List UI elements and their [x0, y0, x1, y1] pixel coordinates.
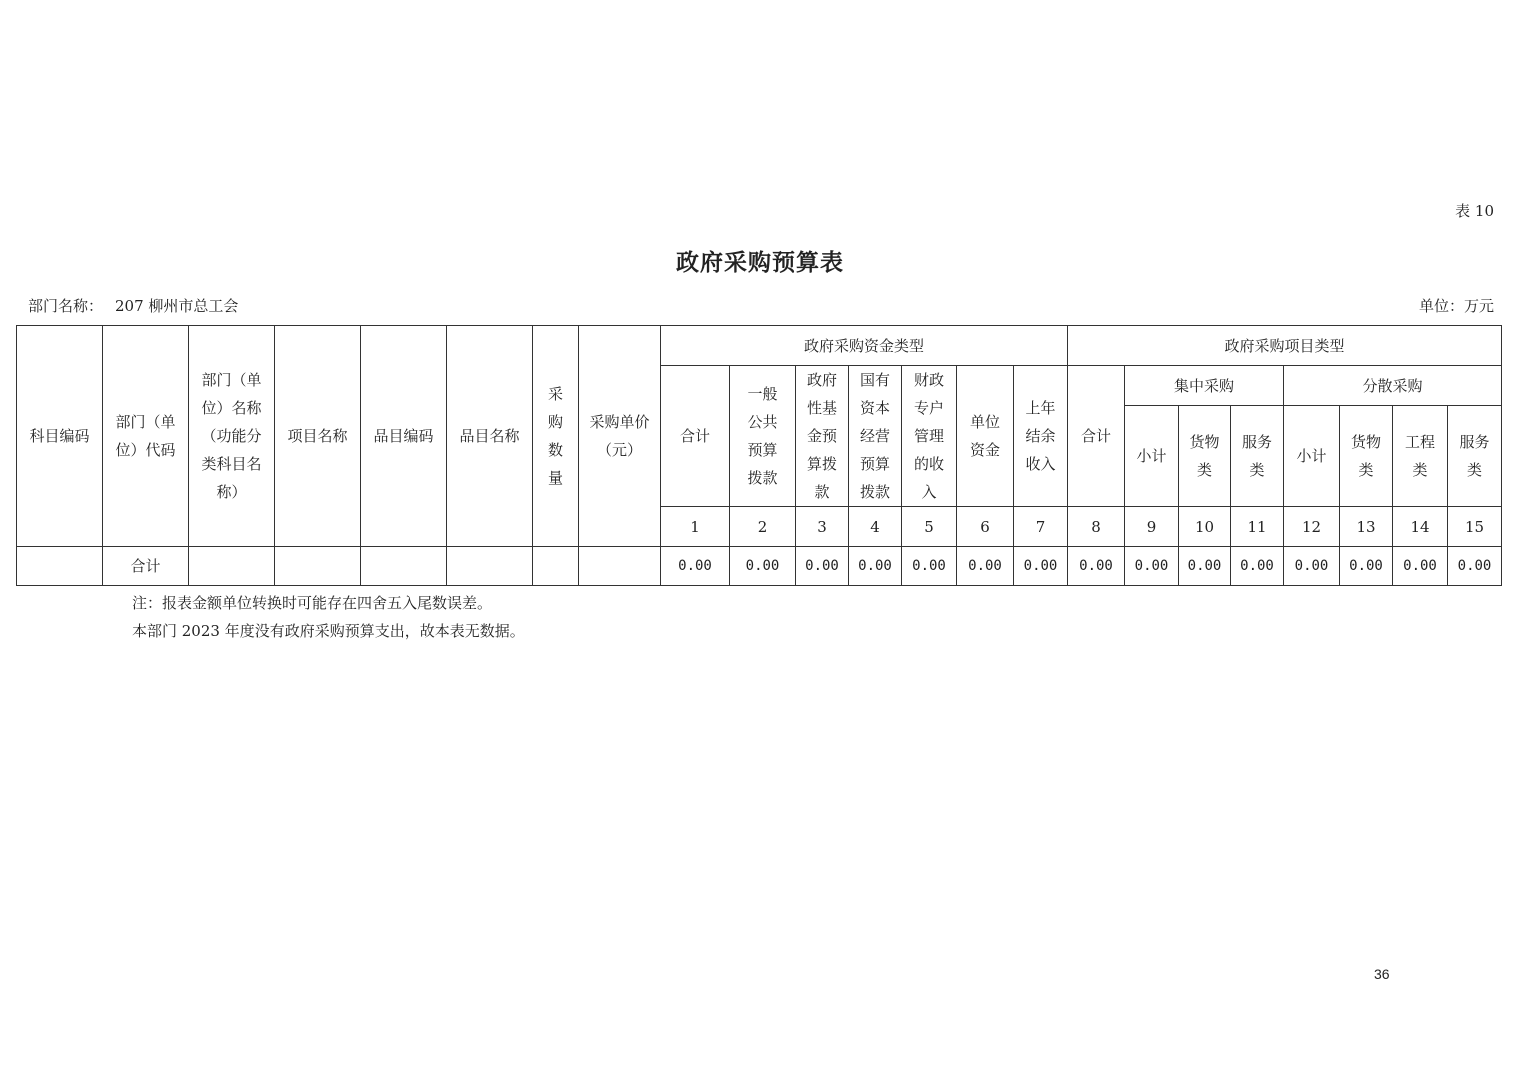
col-number: 5: [902, 507, 957, 547]
header-d-subtotal: 小计: [1284, 406, 1340, 507]
header-centralized: 集中采购: [1125, 366, 1284, 406]
cell-empty: [579, 547, 661, 586]
col-number: 3: [796, 507, 849, 547]
total-label: 合计: [103, 547, 189, 586]
page-title: 政府采购预算表: [676, 249, 844, 276]
header-special-account: 财政专户管理的收入: [902, 366, 957, 507]
total-value: 0.00: [1125, 547, 1179, 586]
total-value: 0.00: [902, 547, 957, 586]
header-dept-code: 部门（单位）代码: [103, 326, 189, 547]
header-subject-code: 科目编码: [17, 326, 103, 547]
header-unit-price: 采购单价（元）: [579, 326, 661, 547]
note-no-data: 本部门 2023 年度没有政府采购预算支出，故本表无数据。: [132, 622, 525, 640]
cell-empty: [17, 547, 103, 586]
header-fund-type-group: 政府采购资金类型: [661, 326, 1068, 366]
cell-empty: [275, 547, 361, 586]
department-value: 207 柳州市总工会: [115, 297, 239, 315]
total-value: 0.00: [1014, 547, 1068, 586]
header-c-goods: 货物类: [1179, 406, 1231, 507]
col-number: 15: [1448, 507, 1502, 547]
department-line: [28, 295, 238, 316]
cell-empty: [361, 547, 447, 586]
header-decentralized: 分散采购: [1284, 366, 1502, 406]
header-quantity: 采购数量: [533, 326, 579, 547]
header-project-type-group: 政府采购项目类型: [1068, 326, 1502, 366]
department-label: 部门名称：: [28, 297, 104, 315]
col-number: 1: [661, 507, 730, 547]
header-general-public: 一般公共预算拨款: [730, 366, 796, 507]
header-dept-name: 部门（单位）名称（功能分类科目名称）: [189, 326, 275, 547]
header-item-name: 品目名称: [447, 326, 533, 547]
cell-empty: [447, 547, 533, 586]
header-d-engineering: 工程类: [1393, 406, 1448, 507]
col-number: 2: [730, 507, 796, 547]
col-number: 6: [957, 507, 1014, 547]
total-value: 0.00: [796, 547, 849, 586]
col-number: 10: [1179, 507, 1231, 547]
total-value: 0.00: [849, 547, 902, 586]
total-value: 0.00: [1340, 547, 1393, 586]
header-d-goods: 货物类: [1340, 406, 1393, 507]
col-number: 14: [1393, 507, 1448, 547]
header-project-name: 项目名称: [275, 326, 361, 547]
header-gov-fund: 政府性基金预算拨款: [796, 366, 849, 507]
header-unit-funds: 单位资金: [957, 366, 1014, 507]
cell-empty: [533, 547, 579, 586]
header-project-total: 合计: [1068, 366, 1125, 507]
unit-label: 单位：万元: [1418, 297, 1494, 315]
table-row: [17, 547, 1520, 586]
header-prior-year: 上年结余收入: [1014, 366, 1068, 507]
total-value: 0.00: [1284, 547, 1340, 586]
page-number: 36: [1374, 966, 1390, 982]
total-value: 0.00: [1068, 547, 1125, 586]
procurement-budget-table: [16, 325, 1520, 586]
col-number: 13: [1340, 507, 1393, 547]
col-number: 9: [1125, 507, 1179, 547]
cell-empty: [189, 547, 275, 586]
header-c-subtotal: 小计: [1125, 406, 1179, 507]
header-fund-total: 合计: [661, 366, 730, 507]
total-value: 0.00: [1179, 547, 1231, 586]
header-c-services: 服务类: [1231, 406, 1284, 507]
col-number: 4: [849, 507, 902, 547]
col-number: 11: [1231, 507, 1284, 547]
col-number: 8: [1068, 507, 1125, 547]
col-number: 12: [1284, 507, 1340, 547]
note-rounding: 注：报表金额单位转换时可能存在四舍五入尾数误差。: [132, 594, 493, 612]
header-d-services: 服务类: [1448, 406, 1502, 507]
total-value: 0.00: [661, 547, 730, 586]
total-value: 0.00: [957, 547, 1014, 586]
table-number: 表 10: [1455, 202, 1494, 220]
col-number: 7: [1014, 507, 1068, 547]
header-state-capital: 国有资本经营预算拨款: [849, 366, 902, 507]
header-item-code: 品目编码: [361, 326, 447, 547]
total-value: 0.00: [1393, 547, 1448, 586]
total-value: 0.00: [730, 547, 796, 586]
total-value: 0.00: [1231, 547, 1284, 586]
total-value: 0.00: [1448, 547, 1502, 586]
